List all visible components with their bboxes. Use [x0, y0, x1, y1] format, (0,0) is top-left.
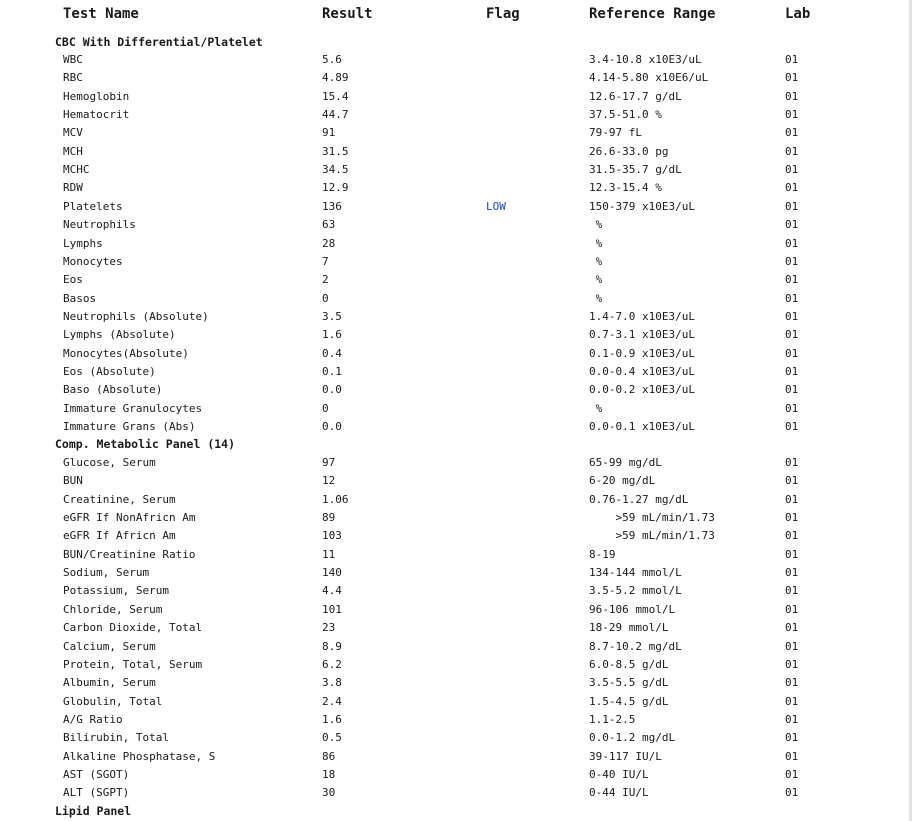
reference-range-cell: 0-44 IU/L — [589, 786, 649, 800]
result-row — [0, 750, 905, 768]
lab-cell: 01 — [785, 126, 799, 140]
result-row — [0, 658, 905, 676]
reference-range-cell: 3.5-5.5 g/dL — [589, 676, 669, 690]
lab-cell: 01 — [785, 566, 799, 580]
result-row — [0, 474, 905, 492]
lab-cell: 01 — [785, 254, 799, 268]
result-cell: 28 — [322, 236, 336, 250]
result-row — [0, 181, 905, 199]
result-cell: 30 — [322, 786, 336, 800]
reference-range-cell: 1.5-4.5 g/dL — [589, 694, 669, 708]
reference-range-cell: >59 mL/min/1.73 — [589, 511, 715, 525]
lab-cell: 01 — [785, 731, 799, 745]
reference-range-cell: 0.0-0.2 x10E3/uL — [589, 383, 695, 397]
reference-range-cell: 0-40 IU/L — [589, 767, 649, 781]
lab-cell: 01 — [785, 199, 799, 213]
test-name-cell: RDW — [63, 181, 83, 195]
reference-range-cell: 150-379 x10E3/uL — [589, 199, 695, 213]
test-name-cell: Lymphs — [63, 236, 103, 250]
result-row — [0, 200, 905, 218]
test-name-cell: Hematocrit — [63, 108, 130, 122]
lab-cell: 01 — [785, 511, 799, 525]
test-name-cell: AST (SGOT) — [63, 767, 130, 781]
test-name-cell: Lymphs (Absolute) — [63, 328, 176, 342]
reference-range-cell: 3.5-5.2 mmol/L — [589, 584, 682, 598]
result-row — [0, 163, 905, 181]
test-name-cell: Potassium, Serum — [63, 584, 169, 598]
result-row — [0, 126, 905, 144]
result-row — [0, 90, 905, 108]
lab-cell: 01 — [785, 181, 799, 195]
reference-range-cell: 0.7-3.1 x10E3/uL — [589, 328, 695, 342]
lab-cell: 01 — [785, 639, 799, 653]
column-header-row — [0, 4, 905, 26]
lab-cell: 01 — [785, 767, 799, 781]
result-cell: 1.6 — [322, 328, 342, 342]
reference-range-cell: 3.4-10.8 x10E3/uL — [589, 53, 702, 66]
reference-range-cell: 65-99 mg/dL — [589, 456, 662, 469]
lab-cell: 01 — [785, 53, 799, 66]
result-cell: 89 — [322, 511, 336, 525]
result-row — [0, 621, 905, 639]
result-row — [0, 731, 905, 749]
lab-cell: 01 — [785, 364, 799, 378]
lab-cell: 01 — [785, 529, 799, 543]
reference-range-cell: % — [589, 291, 603, 305]
lab-cell: 01 — [785, 456, 799, 469]
reference-range-cell: 0.1-0.9 x10E3/uL — [589, 346, 695, 360]
result-cell: 18 — [322, 767, 336, 781]
result-cell: 23 — [322, 621, 336, 635]
result-cell: 0 — [322, 401, 329, 415]
lab-cell: 01 — [785, 492, 799, 506]
result-row — [0, 71, 905, 89]
result-cell: 0.0 — [322, 383, 342, 397]
header-test-name: Test Name — [63, 6, 139, 22]
lab-cell: 01 — [785, 712, 799, 726]
reference-range-cell: 0.0-0.1 x10E3/uL — [589, 420, 695, 433]
reference-range-cell: 31.5-35.7 g/dL — [589, 163, 682, 177]
result-cell: 2.4 — [322, 694, 342, 708]
reference-range-cell: 6.0-8.5 g/dL — [589, 657, 669, 671]
result-cell: 12 — [322, 474, 336, 488]
lab-cell: 01 — [785, 163, 799, 177]
lab-cell: 01 — [785, 218, 799, 232]
header-reference-range: Reference Range — [589, 6, 716, 22]
result-row — [0, 365, 905, 383]
result-row — [0, 640, 905, 658]
reference-range-cell: 134-144 mmol/L — [589, 566, 682, 580]
section-title: Lipid Panel — [55, 804, 132, 818]
result-cell: 31.5 — [322, 144, 349, 158]
test-name-cell: Hemoglobin — [63, 89, 130, 103]
result-cell: 2 — [322, 273, 329, 287]
result-row — [0, 420, 905, 438]
result-cell: 5.6 — [322, 53, 342, 66]
result-cell: 0.0 — [322, 420, 342, 433]
lab-cell: 01 — [785, 328, 799, 342]
result-row — [0, 695, 905, 713]
test-name-cell: Immature Grans (Abs) — [63, 420, 196, 433]
result-cell: 103 — [322, 529, 342, 543]
result-cell: 11 — [322, 547, 336, 561]
test-name-cell: Monocytes — [63, 254, 123, 268]
test-name-cell: Monocytes(Absolute) — [63, 346, 189, 360]
test-name-cell: A/G Ratio — [63, 712, 123, 726]
test-name-cell: Baso (Absolute) — [63, 383, 163, 397]
test-name-cell: Platelets — [63, 199, 123, 213]
result-row — [0, 273, 905, 291]
test-name-cell: MCHC — [63, 163, 90, 177]
reference-range-cell: 8.7-10.2 mg/dL — [589, 639, 682, 653]
lab-cell: 01 — [785, 291, 799, 305]
reference-range-cell: 12.3-15.4 % — [589, 181, 662, 195]
result-row — [0, 218, 905, 236]
reference-range-cell: 1.1-2.5 — [589, 712, 636, 726]
result-cell: 140 — [322, 566, 342, 580]
lab-cell: 01 — [785, 694, 799, 708]
result-cell: 4.89 — [322, 71, 349, 85]
result-row — [0, 713, 905, 731]
reference-range-cell: 37.5-51.0 % — [589, 108, 662, 122]
result-row — [0, 548, 905, 566]
result-row — [0, 53, 905, 71]
test-name-cell: Carbon Dioxide, Total — [63, 621, 203, 635]
test-name-cell: Alkaline Phosphatase, S — [63, 749, 216, 763]
reference-range-cell: % — [589, 401, 603, 415]
lab-cell: 01 — [785, 273, 799, 287]
reference-range-cell: 12.6-17.7 g/dL — [589, 89, 682, 103]
result-row — [0, 310, 905, 328]
lab-cell: 01 — [785, 89, 799, 103]
lab-cell: 01 — [785, 309, 799, 323]
test-name-cell: Eos — [63, 273, 83, 287]
result-row — [0, 768, 905, 786]
result-row — [0, 786, 905, 804]
section-title: CBC With Differential/Platelet — [55, 35, 263, 49]
reference-range-cell: 39-117 IU/L — [589, 749, 662, 763]
result-cell: 1.6 — [322, 712, 342, 726]
test-name-cell: Glucose, Serum — [63, 456, 156, 469]
lab-cell: 01 — [785, 346, 799, 360]
result-row — [0, 145, 905, 163]
reference-range-cell: 0.0-0.4 x10E3/uL — [589, 364, 695, 378]
lab-cell: 01 — [785, 383, 799, 397]
result-cell: 8.9 — [322, 639, 342, 653]
test-name-cell: Protein, Total, Serum — [63, 657, 203, 671]
result-row — [0, 529, 905, 547]
result-cell: 0.5 — [322, 731, 342, 745]
test-name-cell: Bilirubin, Total — [63, 731, 169, 745]
result-cell: 15.4 — [322, 89, 349, 103]
result-cell: 101 — [322, 602, 342, 616]
lab-cell: 01 — [785, 547, 799, 561]
result-row — [0, 347, 905, 365]
reference-range-cell: >59 mL/min/1.73 — [589, 529, 715, 543]
lab-cell: 01 — [785, 657, 799, 671]
test-name-cell: eGFR If NonAfricn Am — [63, 511, 196, 525]
result-row — [0, 292, 905, 310]
result-row — [0, 402, 905, 420]
reference-range-cell: % — [589, 254, 603, 268]
lab-cell: 01 — [785, 621, 799, 635]
test-name-cell: Sodium, Serum — [63, 566, 150, 580]
result-cell: 91 — [322, 126, 336, 140]
lab-cell: 01 — [785, 749, 799, 763]
header-flag: Flag — [486, 6, 520, 22]
reference-range-cell: 4.14-5.80 x10E6/uL — [589, 71, 709, 85]
test-name-cell: Immature Granulocytes — [63, 401, 203, 415]
lab-cell: 01 — [785, 474, 799, 488]
result-cell: 97 — [322, 456, 336, 469]
test-name-cell: RBC — [63, 71, 83, 85]
reference-range-cell: % — [589, 273, 603, 287]
result-row — [0, 383, 905, 401]
test-name-cell: Albumin, Serum — [63, 676, 156, 690]
lab-cell: 01 — [785, 420, 799, 433]
lab-cell: 01 — [785, 71, 799, 85]
result-cell: 1.06 — [322, 492, 349, 506]
result-row — [0, 456, 905, 474]
lab-cell: 01 — [785, 236, 799, 250]
result-cell: 4.4 — [322, 584, 342, 598]
reference-range-cell: 0.0-1.2 mg/dL — [589, 731, 676, 745]
test-name-cell: WBC — [63, 53, 83, 66]
result-cell: 3.5 — [322, 309, 342, 323]
lab-cell: 01 — [785, 108, 799, 122]
result-cell: 0.1 — [322, 364, 342, 378]
result-row — [0, 566, 905, 584]
result-row — [0, 493, 905, 511]
result-row — [0, 584, 905, 602]
test-name-cell: Basos — [63, 291, 97, 305]
result-row — [0, 108, 905, 126]
reference-range-cell: 1.4-7.0 x10E3/uL — [589, 309, 695, 323]
lab-cell: 01 — [785, 401, 799, 415]
result-cell: 3.8 — [322, 676, 342, 690]
reference-range-cell: 0.76-1.27 mg/dL — [589, 492, 689, 506]
reference-range-cell: 6-20 mg/dL — [589, 474, 656, 488]
test-name-cell: ALT (SGPT) — [63, 786, 130, 800]
result-cell: 0 — [322, 291, 329, 305]
reference-range-cell: % — [589, 236, 603, 250]
test-name-cell: Eos (Absolute) — [63, 364, 156, 378]
result-cell: 0.4 — [322, 346, 342, 360]
test-name-cell: BUN/Creatinine Ratio — [63, 547, 196, 561]
header-result: Result — [322, 6, 373, 22]
test-name-cell: BUN — [63, 474, 83, 488]
section-title: Comp. Metabolic Panel (14) — [55, 437, 236, 451]
result-cell: 6.2 — [322, 657, 342, 671]
flag-cell: LOW — [486, 199, 506, 213]
result-row — [0, 255, 905, 273]
lab-cell: 01 — [785, 144, 799, 158]
result-row — [0, 603, 905, 621]
result-row — [0, 328, 905, 346]
test-name-cell: eGFR If Africn Am — [63, 529, 176, 543]
test-name-cell: Globulin, Total — [63, 694, 163, 708]
result-cell: 63 — [322, 218, 336, 232]
result-cell: 136 — [322, 199, 342, 213]
test-name-cell: Chloride, Serum — [63, 602, 163, 616]
result-row — [0, 511, 905, 529]
result-cell: 12.9 — [322, 181, 349, 195]
test-name-cell: Calcium, Serum — [63, 639, 156, 653]
reference-range-cell: 96-106 mmol/L — [589, 602, 676, 616]
reference-range-cell: 79-97 fL — [589, 126, 642, 140]
lab-cell: 01 — [785, 786, 799, 800]
result-cell: 7 — [322, 254, 329, 268]
reference-range-cell: 26.6-33.0 pg — [589, 144, 669, 158]
test-name-cell: Neutrophils — [63, 218, 136, 232]
lab-cell: 01 — [785, 584, 799, 598]
reference-range-cell: 8-19 — [589, 547, 616, 561]
test-name-cell: Creatinine, Serum — [63, 492, 176, 506]
result-cell: 44.7 — [322, 108, 349, 122]
result-cell: 34.5 — [322, 163, 349, 177]
test-name-cell: Neutrophils (Absolute) — [63, 309, 209, 323]
test-name-cell: MCH — [63, 144, 83, 158]
reference-range-cell: % — [589, 218, 603, 232]
result-row — [0, 676, 905, 694]
reference-range-cell: 18-29 mmol/L — [589, 621, 669, 635]
result-cell: 86 — [322, 749, 336, 763]
lab-cell: 01 — [785, 676, 799, 690]
lab-cell: 01 — [785, 602, 799, 616]
header-lab: Lab — [785, 6, 811, 22]
test-name-cell: MCV — [63, 126, 83, 140]
result-row — [0, 237, 905, 255]
